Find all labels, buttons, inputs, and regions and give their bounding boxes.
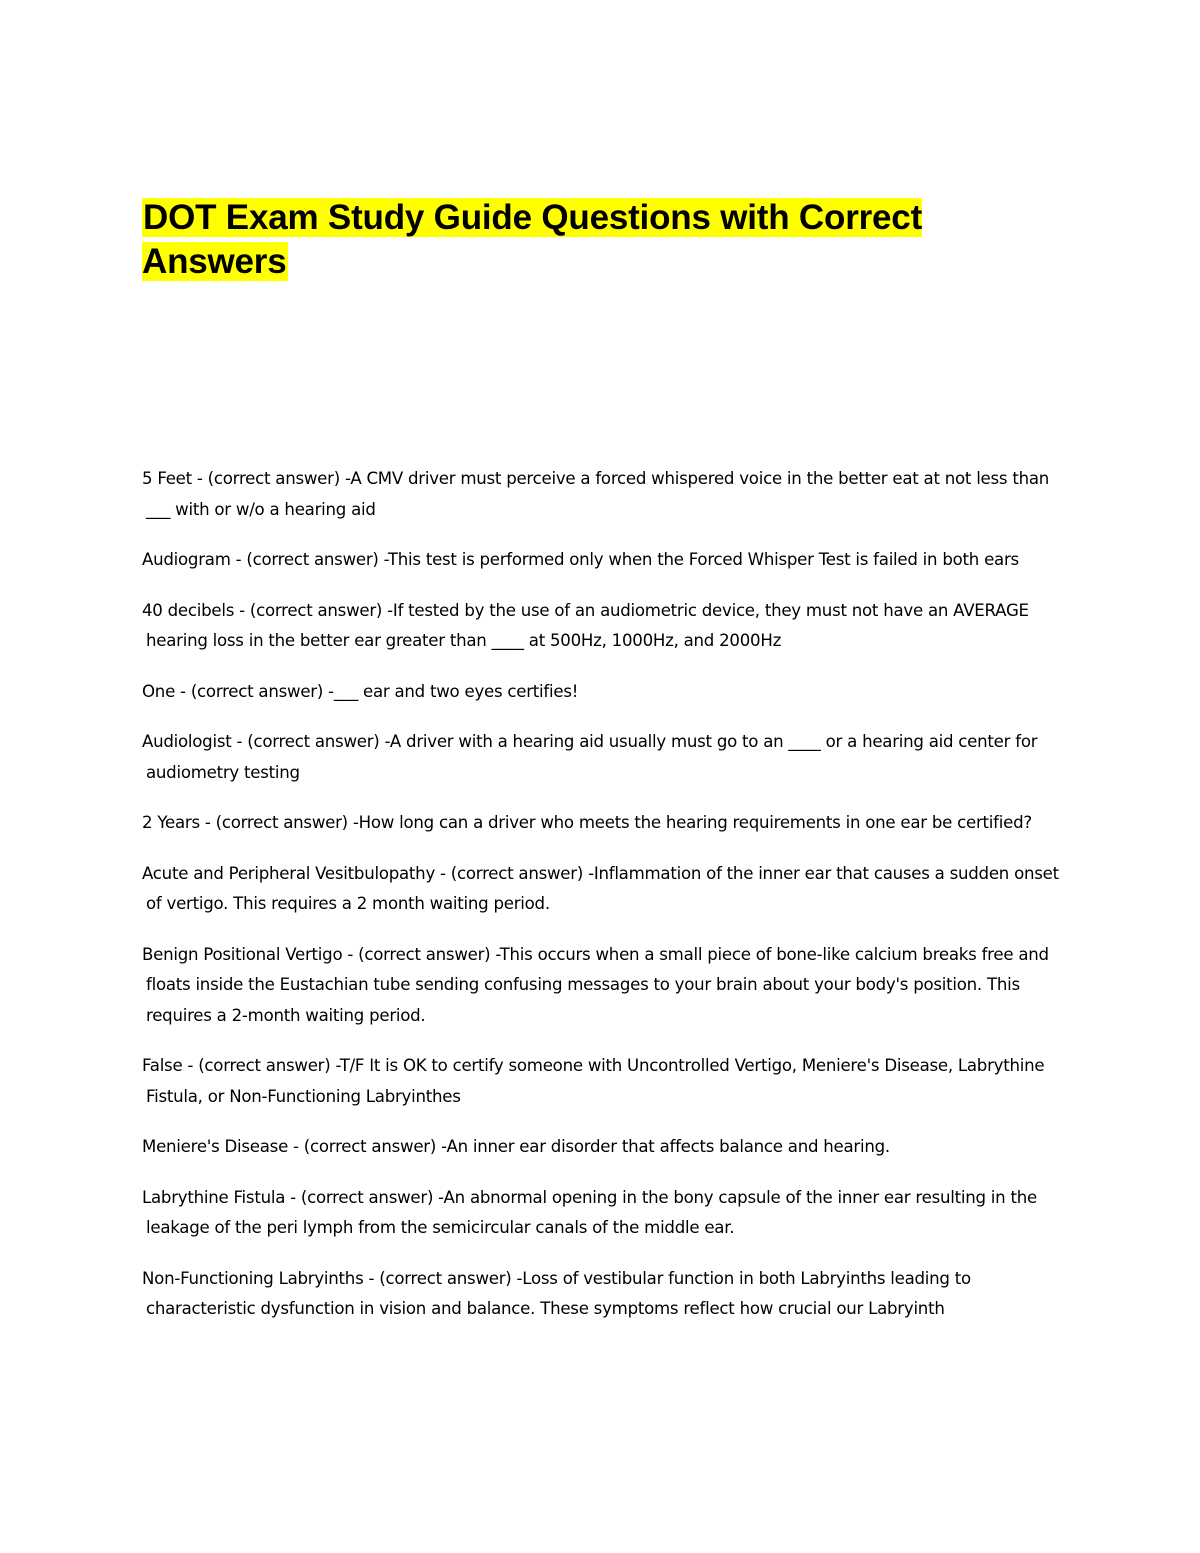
qa-item: 2 Years - (correct answer) -How long can a driver who meets the hearing requirements in one ear be certified? bbox=[142, 813, 1032, 832]
qa-item: Acute and Peripheral Vesitbulopathy - (correct answer) -Inflammation of the inner ear that causes a sudden onset of vertigo. This requires a 2 month waiting period. bbox=[142, 863, 1059, 913]
qa-item: 5 Feet - (correct answer) -A CMV driver must perceive a forced whispered voice in the better eat at not less than ___ with or w/o a hearing aid bbox=[142, 469, 1050, 519]
qa-item: Audiogram - (correct answer) -This test is performed only when the Forced Whisper Test is failed in both ears bbox=[142, 550, 1019, 569]
qa-item: False - (correct answer) -T/F It is OK to certify someone with Uncontrolled Vertigo, Meniere's Disease, Labrythine Fistula, or Non-Functioning Labryinthes bbox=[142, 1056, 1045, 1106]
document-title bbox=[142, 196, 1042, 284]
qa-item: Benign Positional Vertigo - (correct answer) -This occurs when a small piece of bone-like calcium breaks free and floats inside the Eustachian tube sending confusing messages to your brain about your body's position. This requires a 2-month waiting period. bbox=[142, 944, 1049, 1025]
qa-item: Non-Functioning Labryinths - (correct answer) -Loss of vestibular function in both Labryinths leading to characteristic dysfunction in vision and balance. These symptoms reflect how crucial our Labryinth bbox=[142, 1268, 971, 1318]
qa-item: Audiologist - (correct answer) -A driver with a hearing aid usually must go to an ____ or a hearing aid center for audiometry testing bbox=[142, 732, 1038, 782]
qa-item: One - (correct answer) -___ ear and two eyes certifies! bbox=[142, 681, 579, 701]
qa-item: Meniere's Disease - (correct answer) -An inner ear disorder that affects balance and hearing. bbox=[142, 1137, 890, 1156]
qa-item: Labrythine Fistula - (correct answer) -An abnormal opening in the bony capsule of the inner ear resulting in the leakage of the peri lymph from the semicircular canals of the middle ear. bbox=[142, 1187, 1037, 1237]
title-highlight: DOT Exam Study Guide Questions with Correct Answers bbox=[142, 198, 923, 281]
qa-list bbox=[142, 464, 1062, 1345]
qa-item: 40 decibels - (correct answer) -If tested by the use of an audiometric device, they must not have an AVERAGE hearing loss in the better ear greater than ____ at 500Hz, 1000Hz, and 2000Hz bbox=[142, 600, 1029, 650]
